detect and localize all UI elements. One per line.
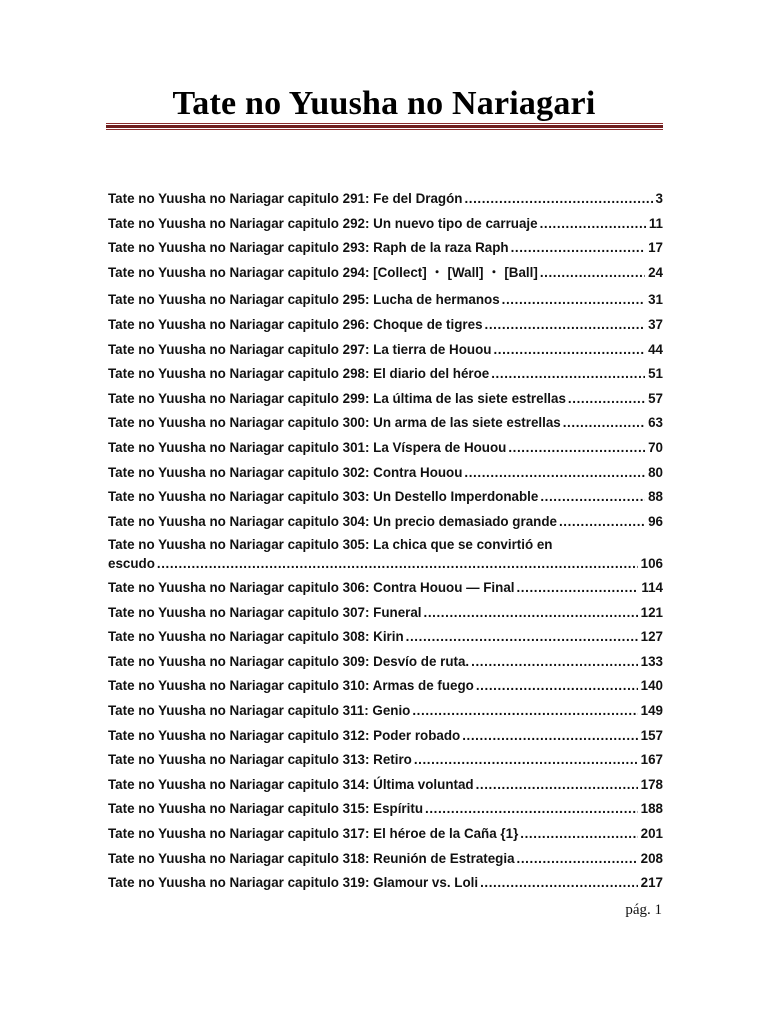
toc-entry-title-continued: escudo	[108, 556, 155, 572]
toc-entry[interactable]	[108, 212, 663, 237]
dot-leader	[480, 871, 638, 896]
dot-leader	[563, 411, 645, 436]
dot-leader	[540, 485, 645, 510]
title-underline	[106, 123, 663, 131]
dot-leader	[471, 650, 638, 675]
dot-leader	[476, 773, 638, 798]
toc-page-number: 24	[648, 264, 663, 280]
toc-entry[interactable]	[108, 387, 663, 412]
toc-entry[interactable]	[108, 699, 663, 724]
dot-leader	[517, 847, 638, 872]
toc-page-number: 3	[655, 191, 663, 206]
toc-entry[interactable]	[108, 625, 663, 650]
toc-page-number: 11	[648, 215, 663, 231]
toc-entry[interactable]	[108, 436, 663, 461]
toc-page-number: 88	[648, 489, 663, 505]
page-number-footer: pág. 1	[625, 902, 662, 918]
toc-entry[interactable]	[108, 338, 663, 363]
toc-page-number: 188	[640, 801, 663, 817]
toc-page-number: 44	[648, 341, 663, 357]
toc-entry[interactable]	[108, 822, 663, 847]
toc-entry[interactable]	[108, 313, 663, 338]
toc-page-number: 201	[640, 826, 663, 842]
toc-entry-title: Tate no Yuusha no Nariagar capitulo 298: El diario del héroe	[108, 366, 490, 382]
toc-page-number: 63	[648, 415, 663, 431]
toc-page-number: 114	[641, 580, 663, 596]
dot-leader	[516, 576, 638, 601]
toc-page-number: 140	[640, 678, 663, 694]
toc-entry-title: Tate no Yuusha no Nariagar capitulo 311: Genio	[108, 703, 411, 719]
dot-leader	[406, 625, 638, 650]
toc-entry[interactable]	[108, 288, 663, 313]
dot-leader	[540, 212, 646, 237]
dot-leader	[559, 510, 645, 535]
toc-entry[interactable]	[108, 187, 663, 212]
toc-entry-title: Tate no Yuusha no Nariagar capitulo 292: Un nuevo tipo de carruaje	[108, 215, 538, 231]
dot-leader	[414, 748, 638, 773]
toc-entry-title: Tate no Yuusha no Nariagar capitulo 294: [Collect] ・ [Wall] ・ [Ball]	[108, 264, 538, 280]
toc-entry-title: Tate no Yuusha no Nariagar capitulo 306: Contra Houou — Final	[108, 580, 515, 596]
toc-entry-title: Tate no Yuusha no Nariagar capitulo 303: Un Destello Imperdonable	[108, 489, 539, 505]
toc-entry[interactable]	[108, 362, 663, 387]
toc-page-number: 208	[640, 850, 663, 866]
toc-entry-title: Tate no Yuusha no Nariagar capitulo 304: Un precio demasiado grande	[108, 513, 557, 529]
toc-entry-title: Tate no Yuusha no Nariagar capitulo 295: Lucha de hermanos	[108, 292, 500, 308]
toc-entry[interactable]	[108, 724, 663, 749]
toc-entry-title: Tate no Yuusha no Nariagar capitulo 296: Choque de tigres	[108, 316, 483, 332]
document-title: Tate no Yuusha no Nariagari	[172, 85, 596, 122]
toc-entry[interactable]	[108, 576, 663, 601]
toc-page-number: 127	[640, 629, 663, 645]
toc-page-number: 106	[640, 556, 663, 572]
dot-leader	[485, 313, 646, 338]
dot-leader	[424, 601, 638, 626]
toc-entry[interactable]	[108, 510, 663, 535]
toc-entry[interactable]	[108, 461, 663, 486]
toc-entry[interactable]	[108, 650, 663, 675]
toc-entry[interactable]	[108, 534, 663, 576]
toc-page-number: 17	[648, 240, 663, 256]
toc-entry-title: Tate no Yuusha no Nariagar capitulo 317: El héroe de la Caña {1}	[108, 826, 519, 842]
dot-leader	[508, 436, 645, 461]
toc-entry[interactable]	[108, 871, 663, 896]
dot-leader	[425, 797, 638, 822]
toc-page-number: 157	[640, 727, 663, 743]
toc-page-number: 57	[648, 390, 663, 406]
dot-leader	[493, 338, 645, 363]
dot-leader	[476, 674, 638, 699]
toc-entry[interactable]	[108, 847, 663, 872]
toc-page-number: 96	[648, 513, 663, 529]
toc-entry-title: Tate no Yuusha no Nariagar capitulo 314: Última voluntad	[108, 776, 474, 792]
dot-leader	[464, 461, 645, 486]
toc-entry-title: Tate no Yuusha no Nariagar capitulo 297: La tierra de Houou	[108, 341, 492, 357]
toc-entry-title: Tate no Yuusha no Nariagar capitulo 308: Kirin	[108, 629, 404, 645]
toc-entry-title: Tate no Yuusha no Nariagar capitulo 319: Glamour vs. Loli	[108, 875, 479, 891]
toc-page-number: 133	[640, 653, 663, 669]
toc-entry[interactable]	[108, 261, 663, 286]
toc-entry-title: Tate no Yuusha no Nariagar capitulo 312: Poder robado	[108, 727, 461, 743]
toc-entry[interactable]	[108, 236, 663, 261]
toc-entry-title: Tate no Yuusha no Nariagar capitulo 305: La chica que se convirtió en	[108, 537, 553, 553]
toc-page-number: 80	[648, 464, 663, 480]
toc-entry[interactable]	[108, 674, 663, 699]
toc-page-number: 51	[648, 366, 663, 382]
table-of-contents	[108, 187, 663, 896]
toc-page-number: 178	[640, 776, 663, 792]
toc-page-number: 217	[640, 875, 663, 891]
dot-leader	[568, 387, 645, 412]
toc-entry-title: Tate no Yuusha no Nariagar capitulo 300: Un arma de las siete estrellas	[108, 415, 561, 431]
toc-entry-title: Tate no Yuusha no Nariagar capitulo 291: Fe del Dragón	[108, 191, 463, 206]
dot-leader	[540, 261, 645, 286]
toc-entry-title: Tate no Yuusha no Nariagar capitulo 302: Contra Houou	[108, 464, 463, 480]
dot-leader	[520, 822, 637, 847]
dot-leader	[464, 187, 652, 212]
toc-entry-title: Tate no Yuusha no Nariagar capitulo 301: La Víspera de Houou	[108, 439, 507, 455]
toc-entry-title: Tate no Yuusha no Nariagar capitulo 315: Espíritu	[108, 801, 423, 817]
toc-entry-title: Tate no Yuusha no Nariagar capitulo 310: Armas de fuego	[108, 678, 474, 694]
toc-entry[interactable]	[108, 748, 663, 773]
dot-leader	[491, 362, 645, 387]
toc-entry[interactable]	[108, 411, 663, 436]
toc-page-number: 149	[640, 703, 663, 719]
toc-entry-title: Tate no Yuusha no Nariagar capitulo 299: La última de las siete estrellas	[108, 390, 566, 406]
toc-entry-title: Tate no Yuusha no Nariagar capitulo 307: Funeral	[108, 604, 422, 620]
dot-leader	[157, 554, 638, 573]
dot-leader	[511, 236, 646, 261]
toc-entry[interactable]	[108, 485, 663, 510]
toc-entry-title: Tate no Yuusha no Nariagar capitulo 318: Reunión de Estrategia	[108, 850, 515, 866]
dot-leader	[502, 288, 645, 313]
toc-entry[interactable]	[108, 773, 663, 798]
toc-page-number: 37	[648, 316, 663, 332]
toc-entry[interactable]	[108, 797, 663, 822]
toc-page-number: 31	[648, 292, 663, 308]
toc-entry[interactable]	[108, 601, 663, 626]
toc-page-number: 70	[648, 439, 663, 455]
toc-entry-title: Tate no Yuusha no Nariagar capitulo 313: Retiro	[108, 752, 412, 768]
toc-page-number: 167	[640, 752, 663, 768]
toc-entry-title: Tate no Yuusha no Nariagar capitulo 309: Desvío de ruta.	[108, 653, 470, 669]
toc-page-number: 121	[640, 604, 663, 620]
dot-leader	[412, 699, 637, 724]
toc-entry-title: Tate no Yuusha no Nariagar capitulo 293: Raph de la raza Raph	[108, 240, 509, 256]
dot-leader	[462, 724, 637, 749]
